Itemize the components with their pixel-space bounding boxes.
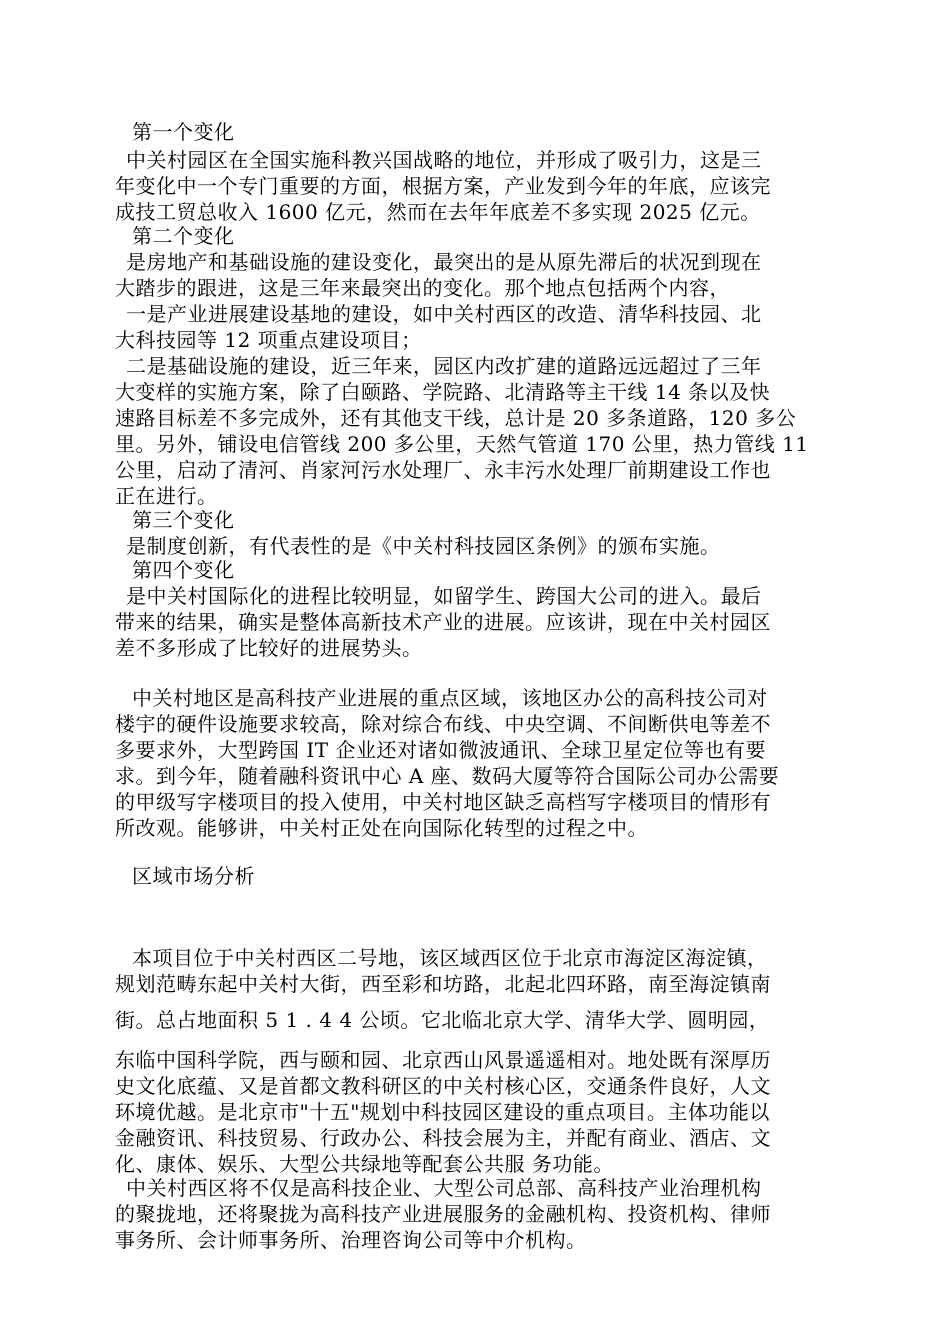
text-line: 环境优越。是北京市"十五"规划中科技园区建设的重点项目。主体功能以 [115, 1100, 770, 1124]
text-line: 大踏步的跟进，这是三年来最突出的变化。那个地点包括两个内容， [115, 276, 730, 300]
text-line: 所改观。能够讲，中关村正处在向国际化转型的过程之中。 [115, 816, 648, 840]
text-line: 中关村园区在全国实施科教兴国战略的地位，并形成了吸引力，这是三 [126, 148, 762, 172]
text-line: 带来的结果，确实是整体高新技术产业的进展。应该讲，现在中关村园区 [115, 610, 771, 634]
text-line: 公里，启动了清河、肖家河污水处理厂、永丰污水处理厂前期建设工作也 [115, 458, 771, 482]
text-line: 的甲级写字楼项目的投入使用，中关村地区缺乏高档写字楼项目的情形有 [115, 790, 771, 814]
heading-regional-market: 区域市场分析 [132, 864, 255, 888]
text-line: 是房地产和基础设施的建设变化，最突出的是从原先滞后的状况到现在 [126, 250, 762, 274]
text-line: 本项目位于中关村西区二号地，该区域西区位于北京市海淀区海淀镇， [132, 946, 768, 970]
text-line: 正在进行。 [115, 484, 218, 508]
text-line: 东临中国科学院，西与颐和园、北京西山风景遥遥相对。地处既有深厚历 [115, 1048, 771, 1072]
heading-fourth-change: 第四个变化 [132, 558, 235, 582]
text-line: 中关村地区是高科技产业进展的重点区域，该地区办公的高科技公司对 [132, 686, 768, 710]
heading-third-change: 第三个变化 [132, 508, 235, 532]
heading-second-change: 第二个变化 [132, 224, 235, 248]
text-line: 金融资讯、科技贸易、行政办公、科技会展为主，并配有商业、酒店、文 [115, 1126, 771, 1150]
text-line: 速路目标差不多完成外，还有其他支干线，总计是 20 多条道路，120 多公 [115, 406, 797, 430]
text-line: 是制度创新，有代表性的是《中关村科技园区条例》的颁布实施。 [126, 534, 721, 558]
text-line: 史文化底蕴、又是首都文教科研区的中关村核心区，交通条件良好，人文 [115, 1074, 771, 1098]
text-line: 求。到今年，随着融科资讯中心 A 座、数码大厦等符合国际公司办公需要 [115, 764, 780, 788]
text-line: 化、康体、娱乐、大型公共绿地等配套公共服 务功能。 [115, 1152, 614, 1176]
text-line: 年变化中一个专门重要的方面，根据方案，产业发到今年的年底，应该完 [115, 174, 771, 198]
text-line: 规划范畴东起中关村大街，西至彩和坊路，北起北四环路，南至海淀镇南 [115, 972, 771, 996]
text-line: 一是产业进展建设基地的建设，如中关村西区的改造、清华科技园、北 [126, 302, 762, 326]
text-line: 大变样的实施方案，除了白颐路、学院路、北清路等主干线 14 条以及快 [115, 380, 771, 404]
text-line: 事务所、会计师事务所、治理咨询公司等中介机构。 [115, 1228, 587, 1252]
text-line: 街。总占地面积 5 1 . 4 4 公顷。它北临北京大学、清华大学、圆明园， [115, 1008, 770, 1032]
text-line: 大科技园等 12 项重点建设项目； [115, 328, 422, 352]
text-line: 成技工贸总收入 1600 亿元，然而在去年年底差不多实现 2025 亿元。 [115, 200, 761, 224]
heading-first-change: 第一个变化 [132, 120, 235, 144]
text-line: 的聚拢地，还将聚拢为高科技产业进展服务的金融机构、投资机构、律师 [115, 1202, 771, 1226]
text-line: 楼宇的硬件设施要求较高，除对综合布线、中央空调、不间断供电等差不 [115, 712, 771, 736]
text-line: 差不多形成了比较好的进展势头。 [115, 636, 423, 660]
text-line: 里。另外，铺设电信管线 200 多公里，天然气管道 170 公里，热力管线 11 [115, 432, 809, 456]
text-line: 二是基础设施的建设，近三年来，园区内改扩建的道路远远超过了三年 [126, 354, 762, 378]
text-line: 中关村西区将不仅是高科技企业、大型公司总部、高科技产业治理机构 [126, 1176, 762, 1200]
text-line: 多要求外，大型跨国 IT 企业还对诸如微波通讯、全球卫星定位等也有要 [115, 738, 766, 762]
text-line: 是中关村国际化的进程比较明显，如留学生、跨国大公司的进入。最后 [126, 584, 762, 608]
